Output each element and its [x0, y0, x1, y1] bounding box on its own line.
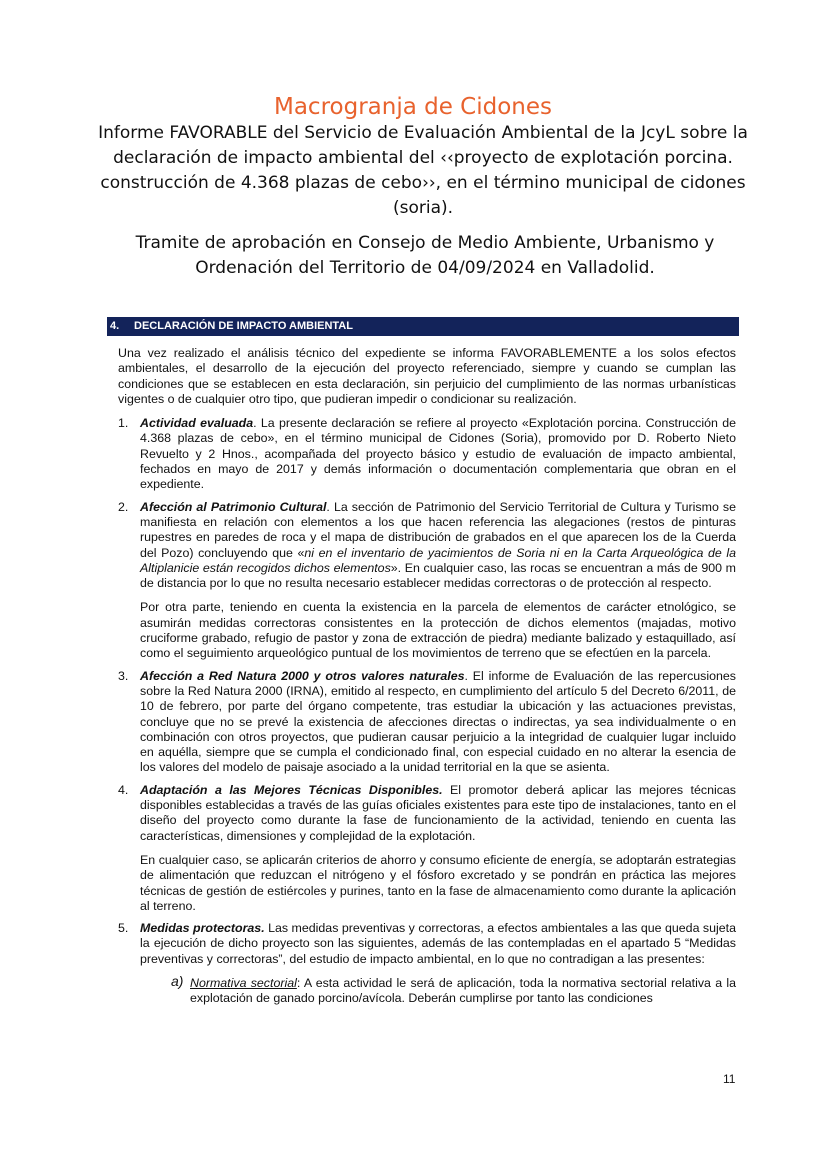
page-number: 11 [723, 1072, 736, 1086]
list-item-text: El promotor deberá aplicar las mejores técnicas disponibles establecidas a través de las guías oficiales existentes para este tipo de instalaciones, tanto en el diseño del proyecto como durante la fase de funcionamiento de la actividad, teniendo en cuenta las características, dimensiones y complejidad de la explotación. [140, 782, 736, 843]
list-item-5 [118, 921, 736, 1006]
section-title: DECLARACIÓN DE IMPACTO AMBIENTAL [134, 320, 353, 332]
list-item-4 [118, 783, 736, 914]
list-item-text: . La presente declaración se refiere al proyecto «Explotación porcina. Construcción de 4.368 plazas de cebo», en el término municipal de Cidones (Soria), promovido por D. Roberto Nieto Revuelto y 2 Hnos., acompañada del proyecto básico y estudio de evaluación de impacto ambiental, fechados en mayo de 2017 y demás información o documentación complementaria que obran en el expediente. [140, 416, 737, 492]
list-item-number: 4. [118, 782, 129, 797]
list-item-paragraph: En cualquier caso, se aplicarán criterios de ahorro y consumo eficiente de energía, se adoptarán estrategias de alimentación que reduzcan el nitrógeno y el fósforo excretado y se pondrán en práctica las mejores técnicas de gestión de estiércoles y purines, tanto en la fase de almacenamiento como durante la aplicación al terreno. [140, 852, 736, 913]
list-item-1 [118, 416, 736, 492]
page-title: Macrogranja de Cidones [273, 94, 553, 120]
sub-item-a [171, 972, 736, 1007]
sub-item-text: : A esta actividad le será de aplicación, toda la normativa sectorial relativa a la explotación de ganado porcino/avícola. Deberán cumplirse por tanto las condiciones [190, 975, 736, 1006]
list-item-3 [118, 669, 736, 776]
list-item-number: 1. [118, 416, 129, 431]
list-item-text-continued: ». En cualquier caso, las rocas se encuentran a más de 900 m de distancia por lo que no resulta necesario establecer medidas correctoras o de protección al respecto. [140, 560, 736, 591]
list-item-title: Afección a Red Natura 2000 y otros valores naturales [140, 668, 465, 683]
report-subtitle: Informe FAVORABLE del Servicio de Evaluación Ambiental de la JcyL sobre la declaración de impacto ambiental del ‹‹proyecto de explotación porcina. construcción de 4.368 plazas de cebo››, en el término municipal de cidones (soria). [98, 123, 748, 218]
section-number: 4. [110, 320, 120, 332]
quoted-text: ni en el inventario de yacimientos de Soria ni en la Carta Arqueológica de la Altiplanicie están recogidos dichos elementos [140, 545, 736, 575]
list-item-title: Afección al Patrimonio Cultural [140, 499, 327, 514]
list-item-text: . El informe de Evaluación de las repercusiones sobre la Red Natura 2000 (IRNA), emitido al respecto, en cumplimiento del artículo 5 del Decreto 6/2011, de 10 de febrero, por parte del órgano competente, tras estudiar la ubicación y las actuaciones previstas, concluye que no se prevé la existencia de afecciones directas o indirectas, ya sea individualmente o en combinación con otros proyectos, que pudieran causar perjuicio a la integridad de cualquier lugar incluido en aquélla, siempre que se cumpla el condicionado final, con especial cuidado en no alterar la esencia de los valores del modelo de paisaje asociado a la unidad territorial en la que se asienta. [140, 668, 736, 775]
list-item-title: Adaptación a las Mejores Técnicas Disponibles. [140, 782, 443, 797]
list-item-title: Actividad evaluada [140, 416, 254, 431]
list-item-number: 2. [118, 499, 129, 514]
list-item-text: . La sección de Patrimonio del Servicio Territorial de Cultura y Turismo se manifiesta en relación con elementos a los que hacen referencia las alegaciones (restos de pinturas rupestres en paredes de roca y el mapa de distribución de grabados en el que aparecen los de la Cuerda del Pozo) concluyendo que « [140, 499, 736, 560]
intro-paragraph: Una vez realizado el análisis técnico del expediente se informa FAVORABLEMENTE a los solos efectos ambientales, el desarrollo de la ejecución del proyecto referenciado, siempre y cuando se cumplan las condiciones que se establecen en esta declaración, sin perjuicio del cumplimiento de las normas urbanísticas vigentes o de cualquier otro tipo, que pudieran impedir o condicionar su realización. [118, 346, 736, 406]
sub-item-letter: a) [171, 972, 184, 989]
list-item-2 [118, 500, 736, 662]
section-header-bar [107, 317, 739, 336]
list-item-title: Medidas protectoras. [140, 921, 265, 936]
sub-item-title: Normativa sectorial [190, 975, 297, 990]
list-item-number: 3. [118, 668, 129, 683]
list-item-text: Las medidas preventivas y correctoras, a efectos ambientales a las que queda sujeta la ejecución de dicho proyecto son las siguientes, además de las contempladas en el apartado 5 “Medidas preventivas y correctoras”, del estudio de impacto ambiental, en lo que no contradigan a las presentes: [140, 921, 736, 966]
approval-note: Tramite de aprobación en Consejo de Medio Ambiente, Urbanismo y Ordenación del Territorio de 04/09/2024 en Valladolid. [135, 233, 715, 278]
list-item-number: 5. [118, 921, 129, 936]
list-item-paragraph: Por otra parte, teniendo en cuenta la existencia en la parcela de elementos de carácter etnológico, se asumirán medidas correctoras consistentes en la protección de dichos elementos (majadas, motivo cruciforme grabado, refugio de pastor y zona de extracción de piedra) mediante balizado y estaquillado, así como el seguimiento arqueológico puntual de los movimientos de terreno que se efectúen en la parcela. [140, 600, 736, 661]
section-content [118, 346, 736, 1014]
